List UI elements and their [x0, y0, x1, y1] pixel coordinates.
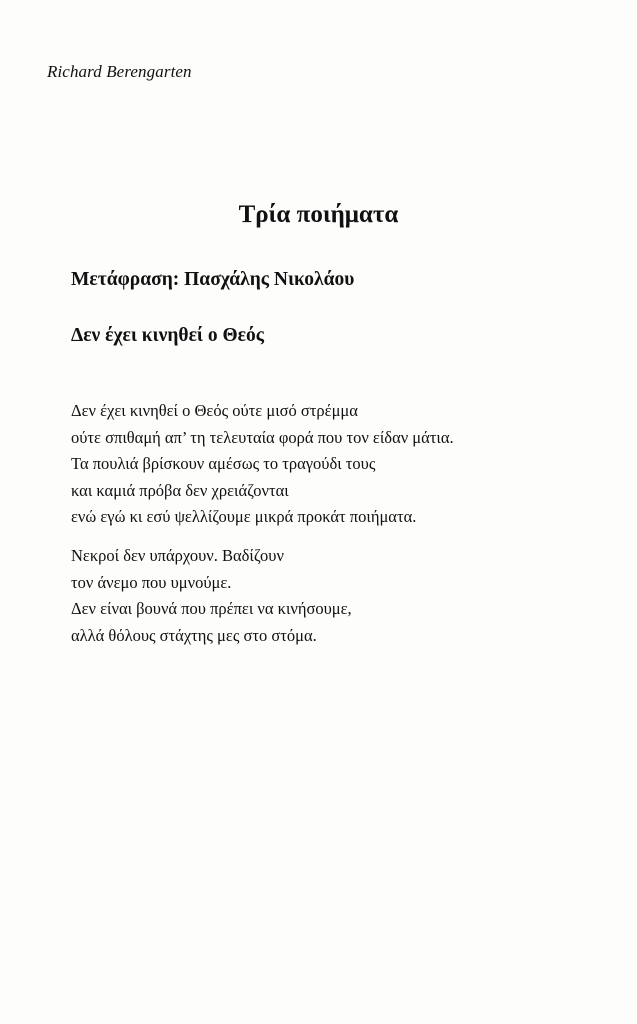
- translator-credit: Μετάφραση: Πασχάλης Νικολάου: [71, 269, 355, 290]
- running-head-author: Richard Berengarten: [47, 62, 192, 81]
- poem-line: ενώ εγώ κι εσύ ψελλίζουμε μικρά προκάτ ποιήματα.: [71, 507, 417, 526]
- poem-line: ούτε σπιθαμή απ’ τη τελευταία φορά που τον είδαν μάτια.: [71, 427, 454, 447]
- stanza-2: [71, 543, 352, 649]
- page-title: Τρία ποιήματα: [238, 201, 399, 228]
- poem-line: και καμιά πρόβα δεν χρειάζονται: [71, 480, 289, 500]
- poem-line: Δεν είναι βουνά που πρέπει να κινήσουμε,: [71, 599, 352, 618]
- poem-line: Νεκροί δεν υπάρχουν. Βαδίζουν: [71, 546, 284, 565]
- poem-line: τον άνεμο που υμνούμε.: [71, 572, 232, 592]
- poem-title: Δεν έχει κινηθεί ο Θεός: [71, 325, 264, 346]
- poem-line: Δεν έχει κινηθεί ο Θεός ούτε μισό στρέμμα: [71, 401, 358, 420]
- poem-line: αλλά θόλους στάχτης μες στο στόμα.: [71, 625, 317, 645]
- stanza-1: [71, 398, 454, 531]
- poem-line: Τα πουλιά βρίσκουν αμέσως το τραγούδι τους: [71, 454, 376, 473]
